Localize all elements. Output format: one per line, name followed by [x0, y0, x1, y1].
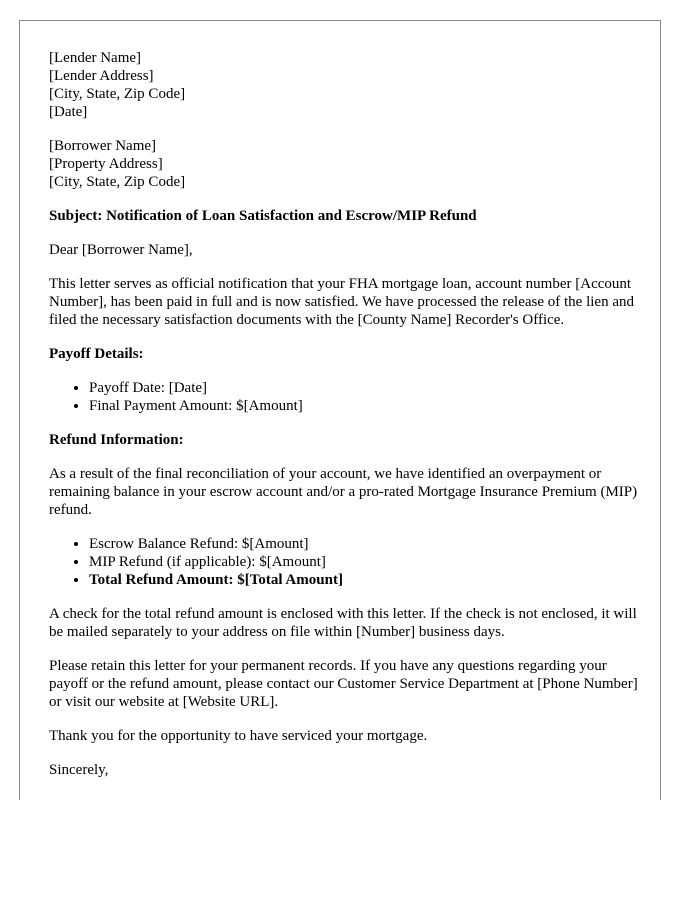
thanks-paragraph: Thank you for the opportunity to have serviced your mortgage. — [49, 728, 428, 744]
lender-address-block — [49, 49, 639, 121]
borrower-city-state-zip: [City, State, Zip Code] — [49, 174, 186, 190]
lender-name: [Lender Name] — [49, 50, 142, 66]
intro-paragraph: This letter serves as official notification that your FHA mortgage loan, account number [Account Number], has been paid in full and is now satisfied. We have processed the release of the lien and filed the necessary satisfaction documents with the [County Name] Recorder's Office. — [49, 276, 634, 328]
list-item: • Final Payment Amount: $[Amount] — [89, 397, 639, 415]
list-item: • MIP Refund (if applicable): $[Amount] — [89, 553, 639, 571]
payoff-details-list — [49, 379, 639, 415]
refund-list — [49, 535, 639, 589]
salutation: Dear [Borrower Name], — [49, 242, 193, 258]
closing: Sincerely, — [49, 762, 109, 778]
retain-paragraph: Please retain this letter for your permanent records. If you have any questions regarding your payoff or the refund amount, please contact our Customer Service Department at [Phone Number] or visit our website at [Website URL]. — [49, 658, 638, 710]
list-item: • Payoff Date: [Date] — [89, 379, 639, 397]
borrower-name: [Borrower Name] — [49, 138, 157, 154]
letter-date: [Date] — [49, 104, 88, 120]
letter-page — [19, 20, 661, 800]
lender-address: [Lender Address] — [49, 68, 154, 84]
subject-line: Subject: Notification of Loan Satisfaction and Escrow/MIP Refund — [49, 208, 477, 224]
property-address: [Property Address] — [49, 156, 163, 172]
lender-city-state-zip: [City, State, Zip Code] — [49, 86, 186, 102]
check-paragraph: A check for the total refund amount is enclosed with this letter. If the check is not enclosed, it will be mailed separately to your address on file within [Number] business days. — [49, 606, 637, 640]
refund-paragraph: As a result of the final reconciliation of your account, we have identified an overpayment or remaining balance in your escrow account and/or a pro-rated Mortgage Insurance Premium (MIP) refund. — [49, 466, 638, 518]
refund-information-heading: Refund Information: — [49, 432, 184, 448]
total-refund-item: • Total Refund Amount: $[Total Amount] — [89, 571, 639, 589]
borrower-address-block — [49, 137, 639, 191]
letter-content — [49, 49, 639, 795]
list-item: • Escrow Balance Refund: $[Amount] — [89, 535, 639, 553]
payoff-details-heading: Payoff Details: — [49, 346, 144, 362]
